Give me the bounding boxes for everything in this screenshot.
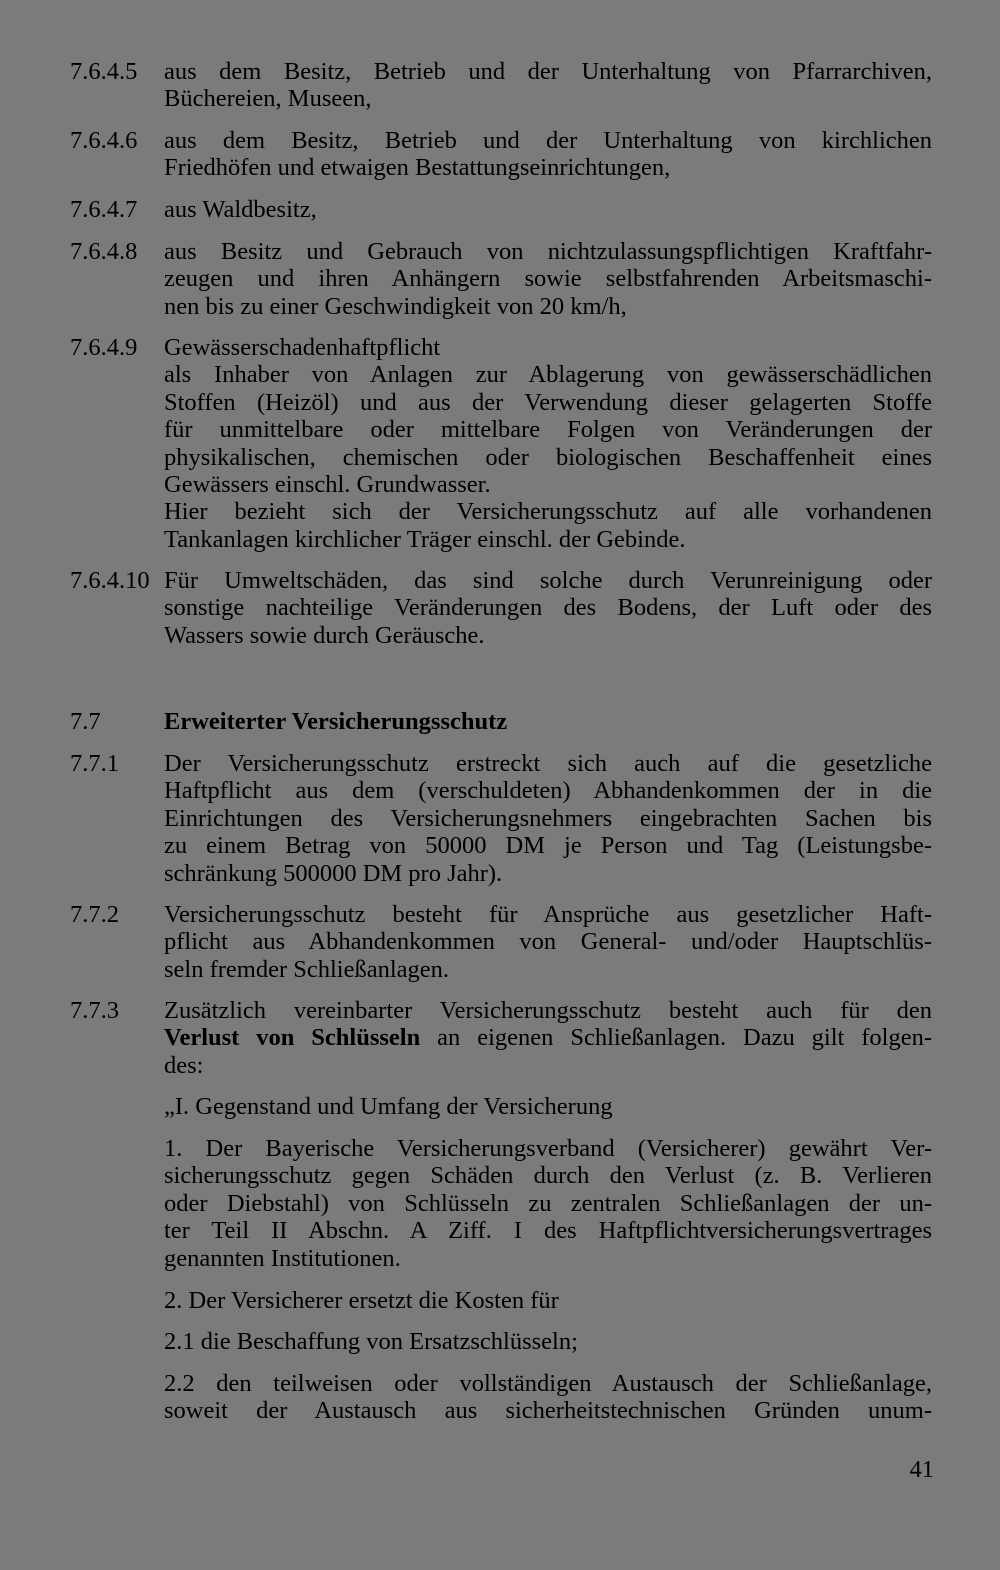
text-line: Haftpflicht aus dem (verschuldeten) Abhandenkommen der in die [164,777,932,805]
text-line [164,1024,932,1051]
bold-phrase: Verlust von Schlüsseln [164,1024,421,1052]
text-line: „I. Gegenstand und Umfang der Versicherung [164,1093,613,1120]
section-number: 7.6.4.10 [70,567,150,594]
text-line: 1. Der Bayerische Versicherungsverband (Versicherer) gewährt Ver- [164,1135,932,1162]
text-line: Zusätzlich vereinbarter Versicherungsschutz besteht auch für den [164,997,932,1024]
section-number: 7.6.4.7 [70,196,138,223]
paragraph-2-1 [70,1328,932,1355]
section-7-7 [70,708,932,735]
section-7-7-3 [70,997,932,1079]
text-line: sonstige nachteilige Veränderungen des Bodens, der Luft oder des [164,594,932,622]
text-line: des: [164,1051,204,1079]
text-line: sicherungsschutz gegen Schäden durch den Verlust (z. B. Verlieren [164,1162,932,1190]
text-line: Büchereien, Museen, [164,85,372,113]
text-line: Stoffen (Heizöl) und aus der Verwendung dieser gelagerten Stoffe [164,388,932,416]
section-7-6-4-6 [70,127,932,182]
text-line: oder Diebstahl) von Schlüsseln zu zentralen Schließanlagen der un- [164,1189,932,1217]
text-line: seln fremder Schließanlagen. [164,955,450,983]
text-line: Einrichtungen des Versicherungsnehmers eingebrachten Sachen bis [164,804,932,832]
section-number: 7.6.4.5 [70,58,138,85]
section-number: 7.7 [70,708,101,735]
section-7-7-1 [70,750,932,887]
text-line: aus Waldbesitz, [164,196,317,223]
text-line: pflicht aus Abhandenkommen von General- und/oder Hauptschlüs- [164,928,932,956]
text-line: aus Besitz und Gebrauch von nichtzulassungspflichtigen Kraftfahr- [164,238,932,265]
section-number: 7.6.4.9 [70,334,138,361]
paragraph-1 [70,1135,932,1272]
section-number: 7.7.3 [70,997,119,1024]
section-number: 7.7.1 [70,750,119,777]
section-heading: Erweiterter Versicherungsschutz [164,708,508,735]
section-7-6-4-9 [70,334,932,553]
paragraph-heading [70,1093,932,1120]
text-line: aus dem Besitz, Betrieb und der Unterhaltung von Pfarrarchiven, [164,58,932,85]
text-line: ter Teil II Abschn. A Ziff. I des Haftpflichtversicherungsvertrages [164,1217,932,1245]
text-line: zu einem Betrag von 50000 DM je Person und Tag (Leistungsbe- [164,832,932,860]
text-line: Hier bezieht sich der Versicherungsschutz auf alle vorhandenen [164,498,932,526]
text-line: schränkung 500000 DM pro Jahr). [164,859,503,887]
text-line: als Inhaber von Anlagen zur Ablagerung von gewässerschädlichen [164,361,932,389]
text-line: Wassers sowie durch Geräusche. [164,621,485,649]
text-fragment: an eigenen Schließanlagen. Dazu gilt folgen- [437,1024,932,1052]
text-line: 2. Der Versicherer ersetzt die Kosten für [164,1287,559,1314]
text-line: soweit der Austausch aus sicherheitstechnischen Gründen unum- [164,1397,932,1425]
section-number: 7.6.4.6 [70,127,138,154]
section-7-6-4-7 [70,196,932,223]
text-line: zeugen und ihren Anhängern sowie selbstfahrenden Arbeitsmaschi- [164,265,932,293]
page-number: 41 [909,1456,934,1483]
text-line: Versicherungsschutz besteht für Ansprüche aus gesetzlicher Haft- [164,901,932,928]
text-line: Für Umweltschäden, das sind solche durch Verunreinigung oder [164,567,932,594]
section-7-6-4-10 [70,567,932,649]
text-line: Gewässerschadenhaftpflicht [164,334,441,361]
paragraph-2 [70,1287,932,1314]
section-7-7-2 [70,901,932,983]
text-line: für unmittelbare oder mittelbare Folgen von Veränderungen der [164,416,932,444]
text-line: Der Versicherungsschutz erstreckt sich auch auf die gesetzliche [164,750,932,777]
section-7-6-4-5 [70,58,932,113]
text-line: 2.2 den teilweisen oder vollständigen Austausch der Schließanlage, [164,1370,932,1397]
text-line: 2.1 die Beschaffung von Ersatzschlüsseln; [164,1328,578,1355]
text-line: Tankanlagen kirchlicher Träger einschl. der Gebinde. [164,525,686,553]
text-line: aus dem Besitz, Betrieb und der Unterhaltung von kirchlichen [164,127,932,154]
text-line: Friedhöfen und etwaigen Bestattungseinrichtungen, [164,154,671,182]
section-7-6-4-8 [70,238,932,320]
text-line: Gewässers einschl. Grundwasser. [164,471,491,499]
text-line: physikalischen, chemischen oder biologischen Beschaffenheit eines [164,443,932,471]
paragraph-2-2 [70,1370,932,1425]
text-line: nen bis zu einer Geschwindigkeit von 20 km/h, [164,292,627,320]
text-line: genannten Institutionen. [164,1244,401,1272]
section-number: 7.7.2 [70,901,119,928]
section-number: 7.6.4.8 [70,238,138,265]
